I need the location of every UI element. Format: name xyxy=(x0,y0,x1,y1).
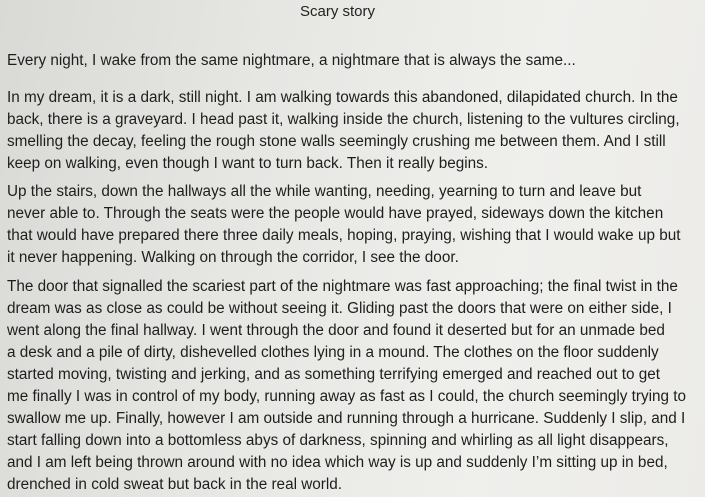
page-title: Scary story xyxy=(299,3,375,20)
paragraph-4-line-5: started moving, twisting and jerking, and as something terrifying emerged and reached out to get xyxy=(7,366,661,383)
paragraph-4-line-2: dream was as close as could be without seeing it. Gliding past the doors that were on either side, I xyxy=(7,300,672,317)
paragraph-4-line-7: swallow me up. Finally, however I am outside and running through a hurricane. Suddenly I slip, and I xyxy=(7,410,686,427)
paragraph-2-line-1: In my dream, it is a dark, still night. I am walking towards this abandoned, dilapidated church. In the xyxy=(7,89,678,106)
paragraph-4-line-10: drenched in cold sweat but back in the real world. xyxy=(7,476,343,493)
paragraph-4-line-6: me finally I was in control of my body, running away as fast as I could, the church seemingly trying to xyxy=(7,388,687,405)
paragraph-4-line-8: start falling down into a bottomless abys of darkness, spinning and whirling as all light disappears, xyxy=(7,432,669,449)
paragraph-2-line-3: smelling the decay, feeling the rough stone walls seemingly crushing me between them. And I still xyxy=(7,133,666,150)
paragraph-3-line-2: never able to. Through the seats were the people would have prayed, sideways down the kitchen xyxy=(7,205,664,222)
paragraph-4-line-3: went along the final hallway. I went through the door and found it deserted but for an unmade bed xyxy=(7,322,665,339)
paragraph-3-line-3: that would have prepared there three daily meals, hoping, praying, wishing that I would wake up but xyxy=(7,227,681,244)
paragraph-1-line-1: Every night, I wake from the same nightmare, a nightmare that is always the same... xyxy=(7,52,576,69)
paragraph-3-line-1: Up the stairs, down the hallways all the while wanting, needing, yearning to turn and leave but xyxy=(7,183,642,200)
paragraph-4-line-1: The door that signalled the scariest part of the nightmare was fast approaching; the final twist in the xyxy=(7,278,678,295)
paragraph-2-line-2: back, there is a graveyard. I head past it, walking inside the church, listening to the vultures circling, xyxy=(7,111,680,128)
paragraph-3-line-4: it never happening. Walking on through the corridor, I see the door. xyxy=(7,249,459,266)
paragraph-4-line-9: and I am left being thrown around with no idea which way is up and suddenly I’m sitting up in bed, xyxy=(7,454,668,471)
paragraph-4-line-4: a desk and a pile of dirty, dishevelled clothes lying in a mound. The clothes on the floor suddenly xyxy=(7,344,659,361)
paragraph-2-line-4: keep on walking, even though I want to turn back. Then it really begins. xyxy=(7,155,489,172)
